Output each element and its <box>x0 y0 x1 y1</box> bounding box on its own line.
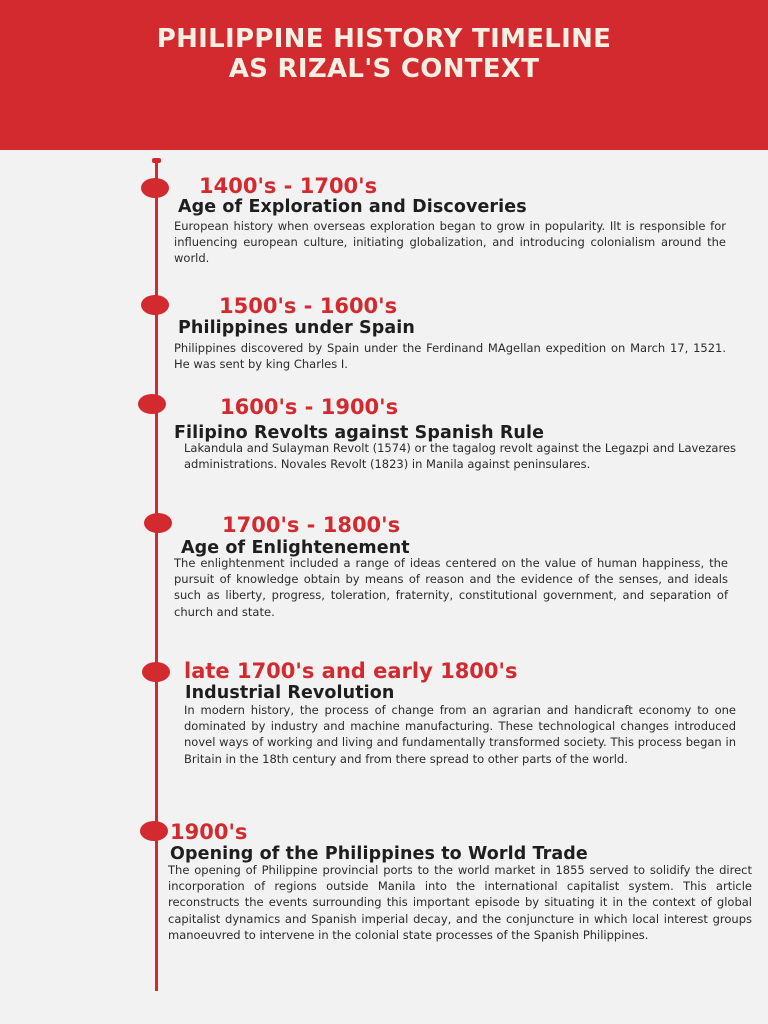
event-title: Philippines under Spain <box>178 318 415 338</box>
event-description: European history when overseas exploration began to grow in popularity. Ilt is responsible for influencing european culture, initiating globalization, and introducing colonialism around the world. <box>174 219 726 266</box>
event-title: Age of Exploration and Discoveries <box>178 197 527 217</box>
event-title: Opening of the Philippines to World Trade <box>170 844 588 864</box>
title-line-1: PHILIPPINE HISTORY TIMELINE <box>156 24 612 54</box>
page-title <box>0 24 768 84</box>
event-period: 1700's - 1800's <box>222 513 401 537</box>
timeline-dot <box>138 394 166 414</box>
timeline-dot <box>142 662 170 682</box>
title-line-2: AS RIZAL'S CONTEXT <box>228 54 540 84</box>
event-title: Filipino Revolts against Spanish Rule <box>174 423 545 443</box>
event-description: Lakandula and Sulayman Revolt (1574) or the tagalog revolt against the Legazpi and Lavezares administrations. Novales Revolt (1823) in Manila against peninsulares. <box>184 441 736 472</box>
timeline-line <box>155 161 158 991</box>
event-description: Philippines discovered by Spain under the Ferdinand MAgellan expedition on March 17, 1521. He was sent by king Charles I. <box>174 341 726 372</box>
event-period: 1900's <box>170 820 248 844</box>
event-title: Industrial Revolution <box>185 683 395 703</box>
event-description: The opening of Philippine provincial ports to the world market in 1855 served to solidify the direct incorporation of regions outside Manila into the international capitalist system. This article reconstructs the events surrounding this important episode by situating it in the context of global capitalist dynamics and Spanish imperial decay, and the conjuncture in which local interest groups manoeuvred to intervene in the colonial state processes of the Spanish Philippines. <box>168 863 752 942</box>
event-description: In modern history, the process of change from an agrarian and handicraft economy to one dominated by industry and machine manufacturing. These technological changes introduced novel ways of working and living and fundamentally transformed society. This process began in Britain in the 18th century and from there spread to other parts of the world. <box>184 703 736 766</box>
event-period: 1600's - 1900's <box>220 395 399 419</box>
timeline-cap <box>152 158 161 163</box>
event-title: Age of Enlightenement <box>181 538 410 558</box>
event-period: 1400's - 1700's <box>199 174 378 198</box>
event-description: The enlightenment included a range of ideas centered on the value of human happiness, the pursuit of knowledge obtain by means of reason and the evidence of the senses, and ideals such as liberty, progress, toleration, fraternity, constitutional government, and separation of church and state. <box>174 556 728 619</box>
event-period: 1500's - 1600's <box>219 294 398 318</box>
timeline-dot <box>144 513 172 533</box>
timeline-dot <box>140 821 168 841</box>
event-period: late 1700's and early 1800's <box>184 659 518 683</box>
timeline-dot <box>141 295 169 315</box>
timeline-dot <box>141 178 169 198</box>
